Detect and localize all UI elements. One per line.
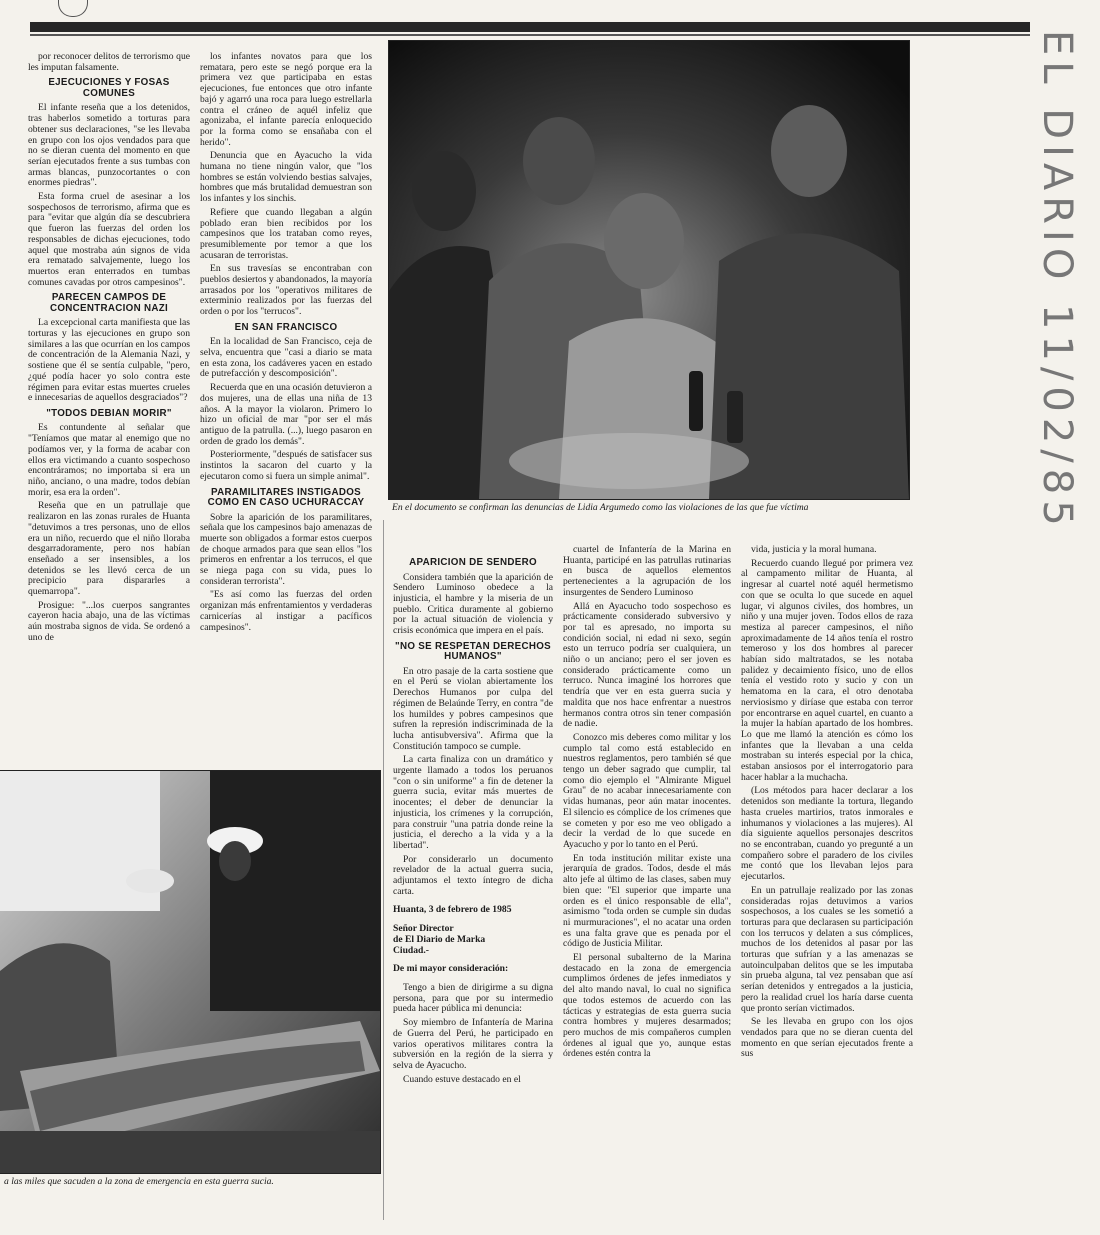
paragraph: Denuncia que en Ayacucho la vida humana no tiene ningún valor, que "los hombres se están volviendo bestias salvajes, hombres que más brutalidad demuestran son los infantes y los sinchis. [200,150,372,205]
paragraph: Conozco mis deberes como militar y los cumplo tal como está establecido en nuestros reglamentos, pero también sé que tengo un deber sagrado que cumplir, tal como dio ejemplo el "Almirante Miguel Grau" de no acabar innecesariamente con vidas humanas, peor aún matar inocentes. El silencio es cómplice de los crímenes que se cometen y por eso me veo obligado a decir la verdad de lo que sucede en Ayacucho y por lo tanto en el Perú. [563,731,731,850]
paragraph: Prosigue: "...los cuerpos sangrantes cayeron hacia abajo, una de las víctimas aún mostraba signos de vida. Se ordenó a uno de [28,599,190,643]
section-heading: PARECEN CAMPOS DE CONCENTRACION NAZI [49,292,169,314]
bottom-photo-image [0,771,380,1173]
paragraph: En toda institución militar existe una jerarquía de grados. Todos, desde el más alto jefe al último de las clases, saben muy bien que: "El superior que imparte una orden es el único responsable de ella", asimismo "toda orden se cumple sin dudas ni murmuraciones", el no acatar una orden es una falta grave que es penada por el código de Justicia Militar. [563,852,731,950]
stamp-text: EL DIARIO 11/02/85 [1034,30,1080,532]
top-photo-image [389,41,909,499]
paragraph: En otro pasaje de la carta sostiene que en el Perú se violan abiertamente los Derechos Humanos por culpa del régimen de Belaúnde Terry, en contra "de los humildes y pobres campesinos que sufren la represión indiscriminada de la lucha antisubversiva". Afirma que la Constitución tampoco se cumple. [393,665,553,752]
article-column-3 [393,553,553,1223]
paragraph: Es contundente al señalar que "Teníamos que matar al enemigo que no podíamos ver, y la forma de acabar con ellos era victimando a cuanto sospechoso encontráramos; no importaba si era un niño, anciano, o una madre, todos debían morir, esa era la orden". [28,422,190,498]
address-line: Señor Director [393,923,454,935]
letter-address [393,964,553,975]
section-heading: PARAMILITARES INSTIGADOS COMO EN CASO UCHURACCAY [207,486,365,509]
paragraph: Tengo a bien de dirigirme a su digna persona, para que por su intermedio pueda hacer pública mi denuncia: [393,982,553,1015]
paragraph: Recuerdo cuando llegué por primera vez al campamento militar de Huanta, al ingresar al cuartel noté aquél hermetismo con que se oculta lo que sucede en aquel lugar, vi algunos civiles, dos hombres, un niño y una mujer joven. Todos ellos de raza mestiza al parecer campesinos, el niño aproximadamente de 14 años tenía el rostro temeroso y los dos hombres al parecer habían sido maltratados, se les notaba palidez y decaimiento físico, uno de ellos tenía el vestido roto y sucio y con un hematoma en la cara, el otro denotaba nerviosismo y diríase que estaba con terror por encontrarse en aquel cuartel, en cuanto a la mujer la habían apartado de los hombres. Lo que me llamó la atención es cómo los infantes que la llevaban a una celda mostraban su interés especial por la chica, estaban ansiosos por el interrogatorio para hacer hablar a la muchacha. [741,557,913,783]
paragraph: Sobre la aparición de los paramilitares, señala que los campesinos bajo amenazas de muerte son obligados a formar estos cuerpos de choque armados para que sean ellos "los primeros en enfrentar a los terrucos, el que se niega paga con su vida, pues lo consideran terrorista". [200,511,372,587]
letter-date: Huanta, 3 de febrero de 1985 [393,904,512,916]
paragraph: En la localidad de San Francisco, ceja de selva, encuentra que "casi a diario se mata en esta zona, los cadáveres yacen en estado de putrefacción y descomposición". [200,336,372,380]
paragraph: La excepcional carta manifiesta que las torturas y las ejecuciones en grupo son similares a las que ocurrían en los campos de concentración de la Alemania Nazi, y sostiene que él se sentía culpable, "pero, ¿qué podía hacer yo solo contra este régimen para evitar estas muertes crueles e innecesarias de aquellos desgraciados"? [28,317,190,404]
paragraph: El infante reseña que a los detenidos, tras haberlos sometido a torturas para obtener sus declaraciones, "se les llevaba en grupo con los ojos vendados para que no se dieran cuenta del momento en que serían ejecutados frente a sus tumbas con armas blancas, punzocortantes o con enormes piedras". [28,102,190,189]
address-line: de El Diario de Marka [393,933,486,945]
paragraph: Por considerarlo un documento revelador de la actual guerra sucia, adjuntamos el texto íntegro de dicha carta. [393,853,553,897]
paragraph: Cuando estuve destacado en el [403,1073,521,1085]
section-heading: "TODOS DEBIAN MORIR" [46,407,172,419]
paragraph: En un patrullaje realizado por las zonas consideradas rojas detuvimos a varios sospechosos, a los cuales se les sometió a torturas para que declarasen su participación con los terrucos y delaten a sus cómplices, muchos de los detenidos al pasar por las torturas que sufrían y a las amenazas se autoinculpaban delitos que se les imputaba sin prueba alguna, tal vez pensaban que así serían detenidos y entregados a la justicia, pero la realidad cruel los haría darse cuenta que pronto serían victimados. [741,884,913,1014]
address-line: Ciudad.- [393,944,429,956]
paragraph: Posteriormente, "después de satisfacer sus instintos la sacaron del cuarto y la ejecutaron como si fuera un simple animal". [200,449,372,482]
paragraph: Se les llevaba en grupo con los ojos vendados para que no se dieran cuenta del momento en que serían ejecutados frente a sus [741,1016,913,1060]
section-heading: "NO SE RESPETAN DERECHOS HUMANOS" [395,640,551,663]
paragraph: los infantes novatos para que los rematara, pero este se negó porque era la primera vez que participaba en estas ejecuciones, fue entonces que otro infante bajó y agarró una roca para luego estrellarla contra el cráneo de aquél infeliz que agonizaba, el infante parecía enloquecido por la forma como se ensañaba con el herido". [200,52,372,148]
header-rule [30,22,1030,32]
article-column-1 [28,52,190,752]
paragraph: Esta forma cruel de asesinar a los sospechosos de terrorismo, afirma que es para "evitar que algún día se descubriera que fueron las fuerzas del orden los responsables de dichas ejecuciones, todo aquel que mostraba aún signos de vida era rematado salvajemente, luego los muertos eran enterrados en tumbas comunes cavadas por otros campesinos". [28,191,190,288]
paragraph: Reseña que en un patrullaje que realizaron en las zonas rurales de Huanta "detuvimos a tres personas, uno de ellos era un niño, recuerdo que el niño lloraba desgarradoramente, pero nos habían enseñado a ser insensibles, a los detenidos se les llevó cerca de un precipicio para dispararles a quemarropa". [28,500,190,598]
top-photo-caption: En el documento se confirman las denuncias de Lidia Argumedo como las violaciones de las que fue víctima [392,502,809,513]
paragraph: Considera también que la aparición de Sendero Luminoso obedece a la injusticia, el hambre y la miseria de un pueblo. Critica duramente al gobierno por la actual situación de violencia y crisis económica que impera en el país. [393,571,553,637]
paragraph: vida, justicia y la moral humana. [751,545,877,555]
paragraph: La carta finaliza con un dramático y urgente llamado a todos los peruanos "con o sin uniforme" a fin de detener la guerra sucia, evitar más muertes de inocentes; el deber de denunciar la injusticia, los crímenes y la corrupción, para construir "una patria donde reine la justicia, el derecho a la vida y a la libertad". [393,754,553,851]
letter-address [393,924,553,956]
bottom-photo [0,770,381,1174]
article-column-4 [563,545,731,1225]
section-heading: EJECUCIONES Y FOSAS COMUNES [48,77,170,99]
header-rule-thin [30,34,1030,36]
paragraph: Recuerda que en una ocasión detuvieron a dos mujeres, una de ellas una niña de 13 años. A la mayor la violaron. Primero lo hizo un oficial de mar "por ser el más antiguo de la patrulla. (...), luego pasaron en orden de grado los demás". [200,382,372,447]
paragraph: En sus travesías se encontraban con pueblos desiertos y abandonados, la mayoría arrasados por los "operativos militares de exterminio realizados por las fuerzas del orden o por los "terrucos". [200,263,372,318]
handwritten-date-stamp [1032,30,1082,710]
column-divider [383,520,384,1220]
paragraph: Refiere que cuando llegaban a algún poblado eran bien recibidos por los campesinos que los trataban como reyes, presumiblemente por temor a que los acusaran de terroristas. [200,206,372,261]
paragraph: El personal subalterno de la Marina destacado en la zona de emergencia cumplimos órdenes de jefes inmediatos y del alto mando naval, lo cual no significa que todos estemos de acuerdo con las tácticas y estrategias de esta guerra sucia contra hombres y mujeres desarmados; pero muchos de mis compañeros cumplen órdenes al igual que yo, aunque estas órdenes estén contra la [563,952,731,1060]
section-heading: EN SAN FRANCISCO [234,321,338,333]
paragraph: Soy miembro de Infantería de Marina de Guerra del Perú, he participado en varios operativos militares contra la subversión en la región de la sierra y selva de Ayacucho. [393,1017,553,1071]
paragraph: Allá en Ayacucho todo sospechoso es prácticamente considerado subversivo y por tal es apresado, no importa su condición social, ni edad ni sexo, según esto un terruco podría ser cualquiera, un niño o un anciano; pero el ser joven es considerado prácticamente como un terruco. Nunca imaginé los horrores que tendría que ver en esta guerra sucia y maldita que nos hace enfrentar a nuestros hermanos contra otros sin tener compasión de nadie. [563,600,731,730]
article-column-5 [741,545,913,1225]
section-heading: APARICION DE SENDERO [409,557,537,568]
paragraph: por reconocer delitos de terrorismo que les imputan falsamente. [28,52,190,73]
address-line: De mi mayor consideración: [393,963,509,975]
paragraph: cuartel de Infantería de la Marina en Huanta, participé en las patrullas rutinarias en busca de aquellos elementos pertenecientes a la agrupación de los insurgentes de Sendero Luminoso [563,545,731,598]
page-corner-mark [58,0,88,17]
article-column-2 [200,52,372,772]
paragraph: (Los métodos para hacer declarar a los detenidos son mediante la tortura, llegando hasta crueles martirios, tratos inmorales e inhumanos y violaciones a las mujeres). Al día siguiente aquellos personajes descritos no se encontraban, cuando yo pregunté a un compañero sobre el paradero de los civiles me contó que los llevaban lejos para ejecutarlos. [741,785,913,883]
top-photo [388,40,910,500]
paragraph: "Es así como las fuerzas del orden organizan más enfrentamientos y verdaderas carnicerías al instigar a pacíficos campesinos". [200,589,372,633]
bottom-photo-caption: a las miles que sacuden a la zona de emergencia en esta guerra sucia. [4,1176,274,1187]
